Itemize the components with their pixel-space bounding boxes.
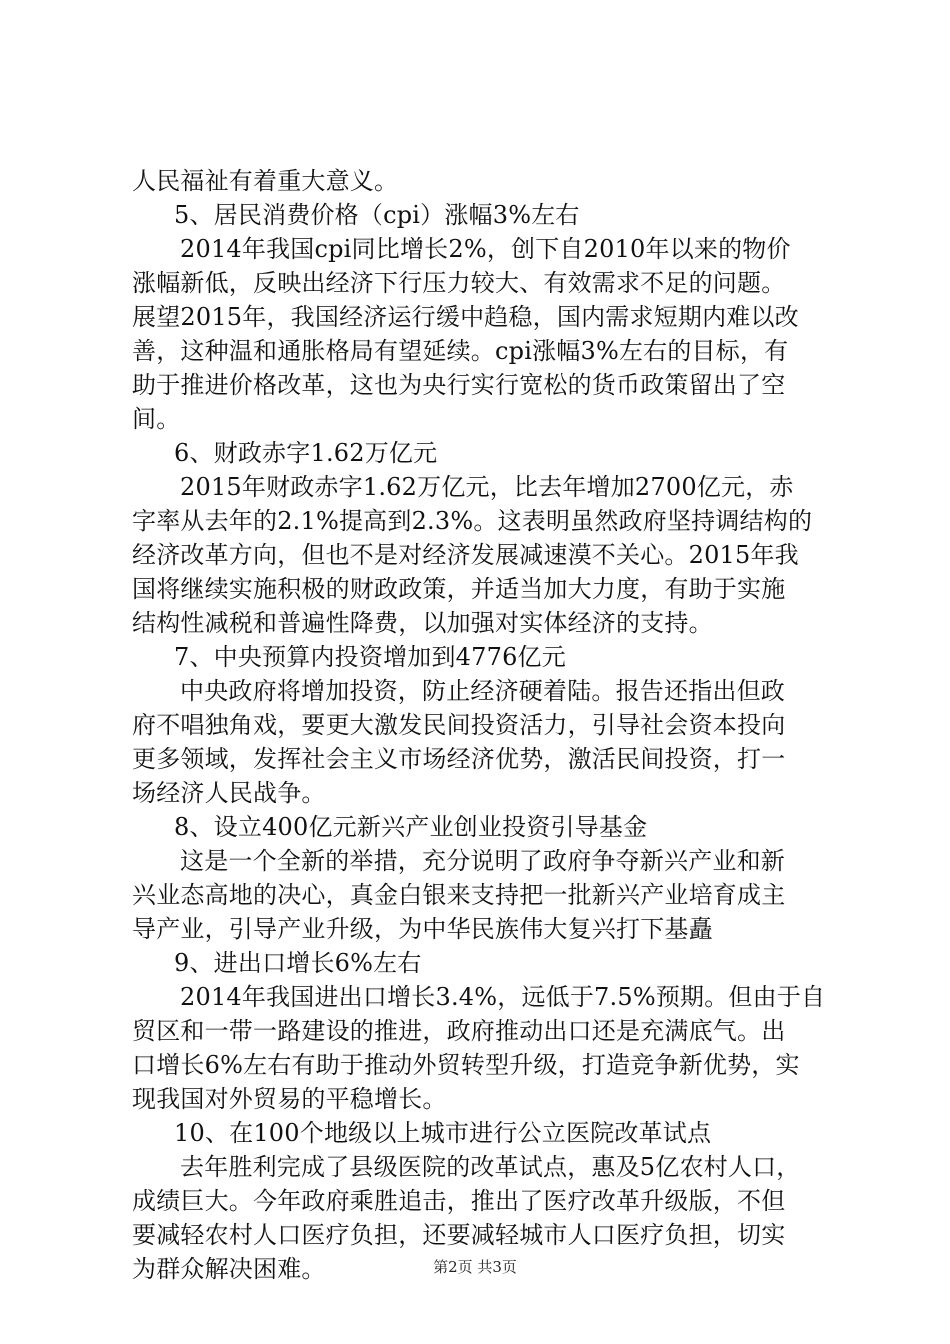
section-heading: 9、进出口增长6%左右 [174, 949, 422, 977]
paragraph-line: 导产业，引导产业升级，为中华民族伟大复兴打下基矗 [132, 915, 713, 943]
paragraph-line: 去年胜利完成了县级医院的改革试点，惠及5亿农村人口， [180, 1153, 801, 1181]
paragraph-line: 现我国对外贸易的平稳增长。 [132, 1085, 447, 1113]
paragraph-line: 展望2015年，我国经济运行缓中趋稳，国内需求短期内难以改 [132, 303, 799, 331]
paragraph-line: 中央政府将增加投资，防止经济硬着陆。报告还指出但政 [180, 677, 785, 705]
paragraph-line: 兴业态高地的决心，真金白银来支持把一批新兴产业培育成主 [132, 881, 786, 909]
section-heading: 7、中央预算内投资增加到4776亿元 [174, 643, 566, 671]
document-body [132, 164, 832, 1286]
paragraph-line: 要减轻农村人口医疗负担，还要减轻城市人口医疗负担，切实 [132, 1221, 786, 1249]
paragraph-line: 国将继续实施积极的财政政策，并适当加大力度，有助于实施 [132, 575, 786, 603]
paragraph-line: 2015年财政赤字1.62万亿元，比去年增加2700亿元，赤 [180, 473, 794, 501]
section-heading: 6、财政赤字1.62万亿元 [174, 439, 438, 467]
paragraph-line: 更多领域，发挥社会主义市场经济优势，激活民间投资，打一 [132, 745, 786, 773]
paragraph-line: 2014年我国进出口增长3.4%，远低于7.5%预期。但由于自 [180, 983, 826, 1011]
paragraph-line: 2014年我国cpi同比增长2%，创下自2010年以来的物价 [180, 235, 791, 263]
paragraph-line: 口增长6%左右有助于推动外贸转型升级，打造竞争新优势，实 [132, 1051, 800, 1079]
text-lines [132, 164, 832, 1286]
paragraph-line: 府不唱独角戏，要更大激发民间投资活力，引导社会资本投向 [132, 711, 786, 739]
paragraph-line: 人民福祉有着重大意义。 [132, 167, 399, 195]
paragraph-line: 贸区和一带一路建设的推进，政府推动出口还是充满底气。出 [132, 1017, 786, 1045]
paragraph-line: 场经济人民战争。 [132, 779, 326, 807]
section-heading: 10、在100个地级以上城市进行公立医院改革试点 [174, 1119, 712, 1147]
paragraph-line: 成绩巨大。今年政府乘胜追击，推出了医疗改革升级版，不但 [132, 1187, 786, 1215]
paragraph-line: 间。 [132, 405, 181, 433]
paragraph-line: 助于推进价格改革，这也为央行实行宽松的货币政策留出了空 [132, 371, 786, 399]
page-footer: 第2页 共3页 [433, 1258, 517, 1276]
section-heading: 5、居民消费价格（cpi）涨幅3%左右 [174, 201, 580, 229]
paragraph-line: 这是一个全新的举措，充分说明了政府争夺新兴产业和新 [180, 847, 785, 875]
paragraph-line: 结构性减税和普遍性降费，以加强对实体经济的支持。 [132, 609, 713, 637]
paragraph-line: 为群众解决困难。 [132, 1255, 326, 1283]
paragraph-line: 字率从去年的2.1%提高到2.3%。这表明虽然政府坚持调结构的 [132, 507, 813, 535]
paragraph-line: 经济改革方向，但也不是对经济发展减速漠不关心。2015年我 [132, 541, 799, 569]
paragraph-line: 涨幅新低，反映出经济下行压力较大、有效需求不足的问题。 [132, 269, 786, 297]
paragraph-line: 善，这种温和通胀格局有望延续。cpi涨幅3%左右的目标，有 [132, 337, 789, 365]
section-heading: 8、设立400亿元新兴产业创业投资引导基金 [174, 813, 648, 841]
